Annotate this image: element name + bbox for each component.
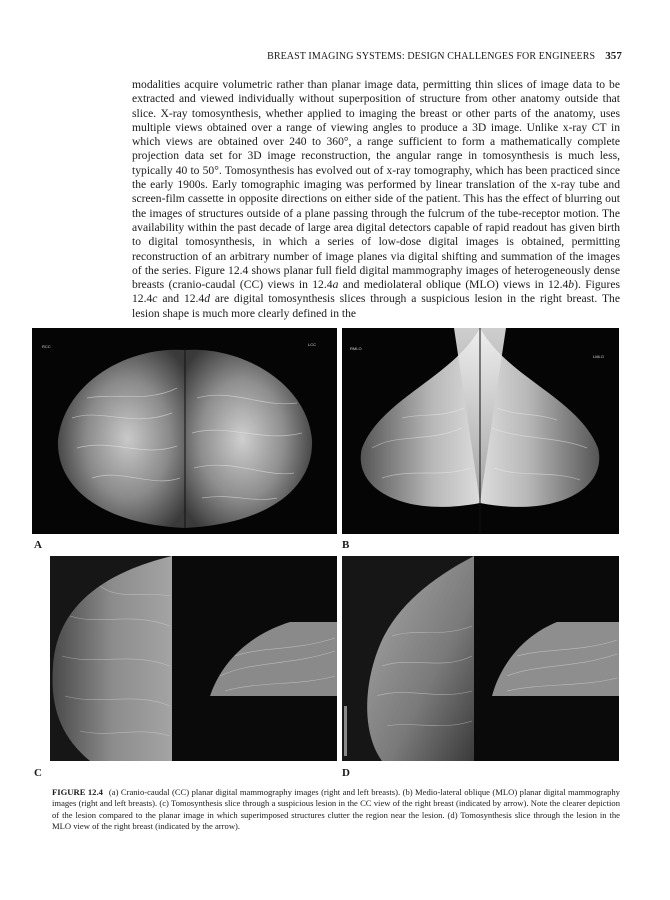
running-head [262, 50, 622, 62]
text-run-italic: d [204, 292, 211, 306]
panel-label-a: A [34, 539, 42, 551]
figure-panel-a [32, 328, 337, 534]
text-run: and 12.4 [157, 292, 205, 306]
text-run: are digital tomosynthesis slices through a suspicious lesion in the right breast. The lesion shape is much more clearly defined in the [132, 292, 620, 320]
text-run: ). Figures 12.4 [132, 278, 620, 306]
text-run-italic: a [332, 278, 339, 292]
tomosynthesis-cc-image [50, 556, 337, 761]
caption-text: (a) Cranio-caudal (CC) planar digital mammography images (right and left breasts). (b) Medio-lateral oblique (MLO) planar digital mammography images (right and left breasts). (c) Tomosynthesis slice through a suspicious lesion in the CC view of the right breast (indicated by arrow). Note the clearer depiction of the lesion compared to the planar image in which superimposed structures clutter the region near the lesion. (d) Tomosynthesis slice through the lesion in the MLO view of the right breast (indicated by the arrow). [52, 787, 620, 832]
panel-label-c: C [34, 767, 42, 779]
body-paragraph [132, 78, 620, 321]
view-tag-rcc: RCC [42, 344, 51, 349]
view-tag-lmlo: LMLO [593, 354, 604, 359]
mammogram-cc-image [32, 328, 337, 534]
caption-label: FIGURE 12.4 [52, 787, 103, 797]
figure-caption [52, 787, 620, 833]
text-run-italic: b [568, 278, 575, 292]
figure-panel-b [342, 328, 619, 534]
figure-panel-c [50, 556, 337, 761]
text-run-italic: c [152, 292, 158, 306]
page-number: 357 [605, 50, 622, 62]
tomosynthesis-mlo-image [342, 556, 619, 761]
text-run: and mediolateral oblique (MLO) views in 12.4 [338, 278, 569, 292]
running-title: BREAST IMAGING SYSTEMS: DESIGN CHALLENGES FOR ENGINEERS [267, 51, 596, 62]
mammogram-mlo-image [342, 328, 619, 534]
view-tag-lcc: LCC [308, 342, 317, 347]
view-tag-rmlo: RMLO [350, 346, 362, 351]
panel-label-b: B [342, 539, 350, 551]
figure-panel-d [342, 556, 619, 761]
panel-label-d: D [342, 767, 350, 779]
text-run: modalities acquire volumetric rather than planar image data, permitting thin slices of image data to be extracted and viewed individually without superposition of structure from other anatomy outside that slice. X-ray tomosynthesis, whether applied to imaging the breast or other parts of the anatomy, uses multiple views obtained over a range of viewing angles to produce a 3D image. Unlike x-ray CT in which views are obtained over 240 to 360°, a range sufficient to form a mathematically complete projection data set for 3D image reconstruction, the angular range in tomosynthesis is much less, typically 40 to 50°. Tomosynthesis has evolved out of x-ray tomography, which has been practiced since the early 1900s. Early tomographic imaging was performed by linear translation of the x-ray tube and screen-film cassette in opposite directions on either side of the patient. This has the effect of blurring out the images of structures outside of a plane passing through the fulcrum of the tube-receptor motion. The availability within the past decade of large area digital detectors capable of rapid readout has given birth to digital tomosynthesis, in which a series of low-dose digital images is obtained, permitting reconstruction of an arbitrary number of image planes via digital shifting and summation of the images of the series. Figure 12.4 shows planar full field digital mammography images of heterogeneously dense breasts (cranio-caudal (CC) views in 12.4 [132, 78, 620, 292]
